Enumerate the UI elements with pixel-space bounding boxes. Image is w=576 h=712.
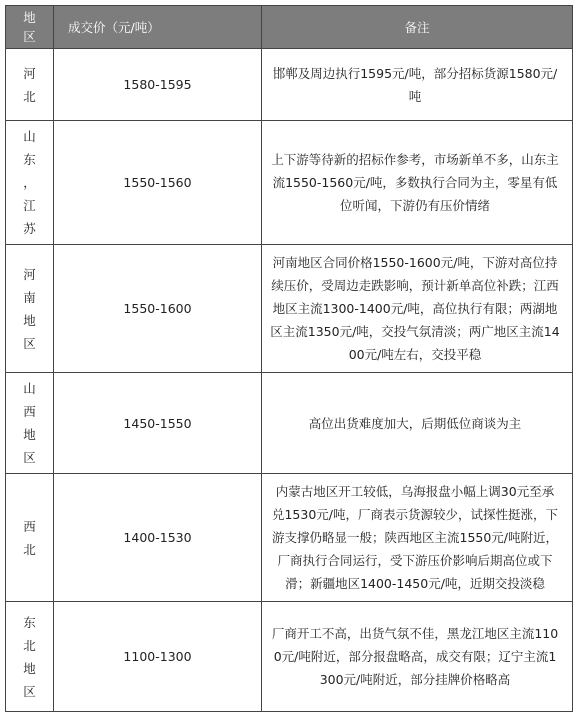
- region-cell: [6, 245, 54, 373]
- table-row: [6, 121, 573, 245]
- note-cell: 内蒙古地区开工较低，乌海报盘小幅上调30元至承兑1530元/吨，厂商表示货源较少，试探性挺涨，下游支撑仍略显一般；陕西地区主流1550元/吨附近，厂商执行合同运行，受下游压价影响后期高位或下滑；新疆地区1400-1450元/吨，近期交投淡稳: [262, 474, 573, 602]
- region-label: 山 西 地 区: [23, 381, 36, 465]
- table-row: [6, 245, 573, 373]
- region-label: 河 北: [23, 65, 36, 104]
- region-cell: [6, 121, 54, 245]
- header-price: 成交价（元/吨）: [54, 6, 262, 49]
- note-cell: 厂商开工不高，出货气氛不佳，黑龙江地区主流1100元/吨附近，部分报盘略高，成交有限；辽宁主流1300元/吨附近，部分挂牌价格略高: [262, 602, 573, 712]
- region-label: 西 北: [23, 518, 36, 557]
- header-note: 备注: [262, 6, 573, 49]
- table-row: [6, 602, 573, 712]
- table-row: [6, 373, 573, 474]
- table-row: [6, 474, 573, 602]
- price-cell: 1580-1595: [54, 49, 262, 121]
- region-cell: [6, 602, 54, 712]
- table-row: [6, 49, 573, 121]
- note-cell: 高位出货难度加大，后期低位商谈为主: [262, 373, 573, 474]
- region-cell: [6, 49, 54, 121]
- price-cell: 1400-1530: [54, 474, 262, 602]
- note-cell: 上下游等待新的招标作参考，市场新单不多，山东主流1550-1560元/吨，多数执行合同为主，零星有低位听闻，下游仍有压价情绪: [262, 121, 573, 245]
- price-cell: 1100-1300: [54, 602, 262, 712]
- note-cell: 邯郸及周边执行1595元/吨，部分招标货源1580元/吨: [262, 49, 573, 121]
- header-region-label: 地 区: [23, 10, 36, 44]
- region-cell: [6, 373, 54, 474]
- region-label: 河 南 地 区: [23, 266, 36, 351]
- note-cell: 河南地区合同价格1550-1600元/吨，下游对高位持续压价，受周边走跌影响，预计新单高位补跌；江西地区主流1300-1400元/吨，高位执行有限；两湖地区主流1350元/吨，交投气氛清淡；两广地区主流1400元/吨左右，交投平稳: [262, 245, 573, 373]
- price-cell: 1550-1600: [54, 245, 262, 373]
- region-label: 东 北 地 区: [23, 614, 36, 699]
- price-cell: 1550-1560: [54, 121, 262, 245]
- price-table: [5, 5, 573, 712]
- region-cell: [6, 474, 54, 602]
- header-region: [6, 6, 54, 49]
- region-label: 山 东 ， 江 苏: [23, 129, 36, 236]
- header-row: [6, 6, 573, 49]
- price-cell: 1450-1550: [54, 373, 262, 474]
